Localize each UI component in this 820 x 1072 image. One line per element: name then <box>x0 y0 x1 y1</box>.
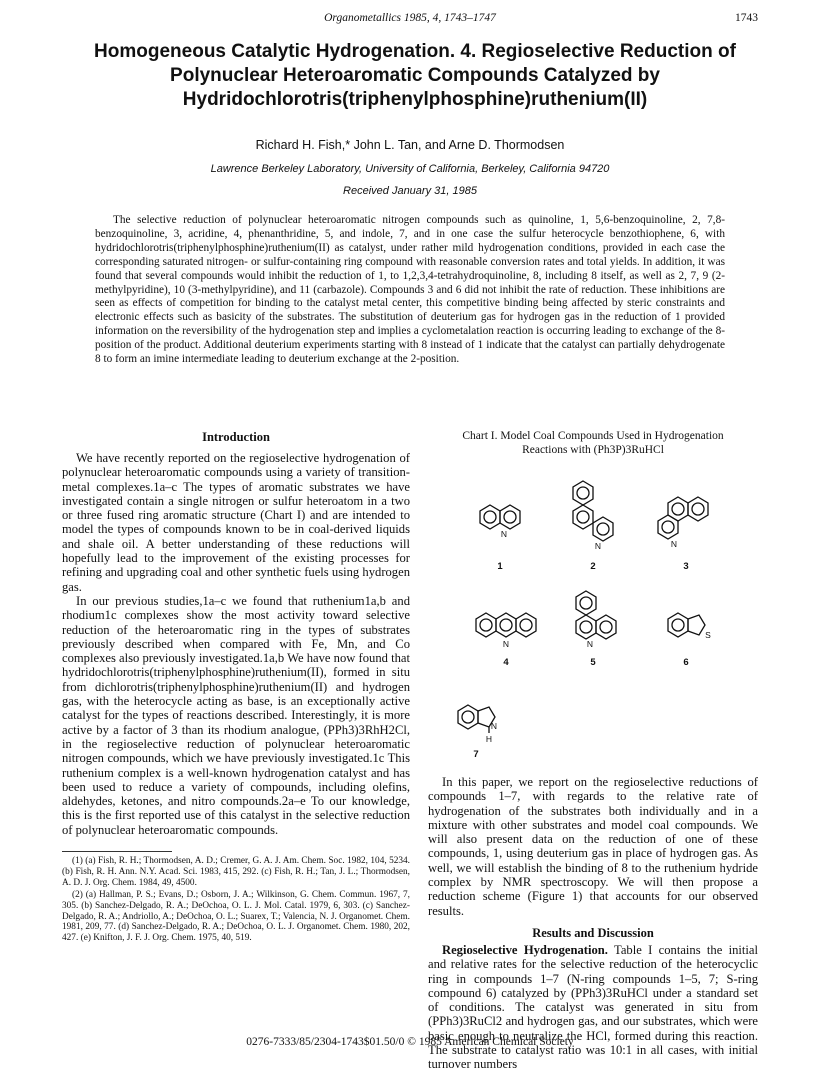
compound-label-4: 4 <box>503 657 509 668</box>
journal-citation: 1985, 4, 1743–1747 <box>401 12 496 24</box>
structure-4-acridine <box>476 613 536 637</box>
results-paragraph: Table I contains the initial and relative rates for the selective reduction of the heterocyclic ring in compounds 1–7 (N-ring compounds 1–5, 7; S-ring compound 6) catalyzed by (PPh3)3RuHCl under a standard set of conditions. The catalyst was generated in situ from (PPh3)3RuCl2 and hydrogen gas, and our substrates, which were basic enough to neutralize the HCl, formed during this reaction. The substrate to catalyst ratio was 10:1 in all cases, with initial turnover numbers <box>428 942 759 1072</box>
references <box>62 856 410 944</box>
chart-caption <box>428 430 758 457</box>
right-paragraph-1: In this paper, we report on the regioselective reductions of compounds 1–7, with regards to the relative rate of hydrogenation of the substrates both individually and in a mixture with other substrates and model coal compounds. We will also present data on the reduction of one of these compounds, 1, using deuterium gas in place of hydrogen gas. As well, we will establish the binding of 8 to the ruthenium hydride complex by NMR spectroscopy. We will then propose a reduction scheme (Figure 1) that accounts for our observed results. <box>428 775 758 918</box>
results-heading: Results and Discussion <box>532 925 654 940</box>
compound-label-3: 3 <box>683 561 689 572</box>
chemical-structures-drawing <box>428 457 758 757</box>
chart-structures <box>428 457 758 775</box>
compound-label-2: 2 <box>590 561 596 572</box>
running-header <box>0 12 820 24</box>
structure-1-quinoline <box>480 505 520 529</box>
structure-5-phenanthridine <box>576 591 616 639</box>
abstract <box>95 214 725 367</box>
structure-6-benzothiophene <box>668 613 705 637</box>
compound-label-1: 1 <box>497 561 503 572</box>
intro-paragraph-1: We have recently reported on the regioselective hydrogenation of polynuclear heteroaromatic compounds using a variety of transition-metal complexes.1a–c The types of aromatic substrates we have investigated contain a single nitrogen or sulfur heteroatom in a two or three fused ring aromatic structure (Chart I) and are intended to model the types of compounds known to be in coal-derived liquids and shale oil. A better understanding of these reductions will hopefully lead to the improvement of the existing processes for refining and upgrading coal and other synthetic fuels using hydrogen gas. <box>62 451 410 594</box>
abstract-text: The selective reduction of polynuclear heteroaromatic nitrogen compounds such as quinoline, 1, 5,6-benzoquinoline, 2, 7,8-benzoquinoline, 3, acridine, 4, phenanthridine, 5, and indole, 7, and in one case the sulfur heterocycle benzothiophene, 6, with hydridochlorotris(triphenylphosphine)ruthenium(II) as catalyst, under rather mild hydrogenation conditions, provided in each case the corresponding saturated nitrogen- or sulfur-containing ring compound with reasonable conversion rates and total yields. In addition, it was found that several compounds would inhibit the reduction of 1, to 1,2,3,4-tetrahydroquinoline, 8, including 8 itself, as well as 2, 7, 9 (2-methylpyridine), 10 (3-methylpyridine), and 11 (carbazole). Compounds 3 and 6 did not inhibit the rate of reduction. These inhibitions are seen as effects of competition for binding to the catalyst metal center, this competitive binding being affected by steric constraints and electronic effects such as basicity of the substrates. The substitution of deuterium gas for hydrogen gas in the reduction of 1 provided information on the reversibility of the hydrogenation step and implies a cyclometalation reaction is occurring leading to exchange of the 8-position of the product. Additional deuterium experiments starting with 8 instead of 1 indicate that the catalyst can partially dehydrogenate 8 to form an imine intermediate leading to deuterium exchange at the 2-position. <box>95 214 725 366</box>
atom-n-3: N <box>670 539 678 549</box>
atom-n-7: N <box>490 721 498 731</box>
structure-7-indole <box>458 705 498 733</box>
right-column <box>428 430 758 1072</box>
structure-3-benzoquinoline <box>658 497 708 539</box>
footnote-rule <box>62 851 172 852</box>
reference-2: (2) (a) Hallman, P. S.; Evans, D.; Osborn, J. A.; Wilkinson, G. Chem. Commun. 1967, 7, 305. (b) Sanchez-Delgado, R. A.; DeOchoa, O. L. J. Mol. Catal. 1979, 6, 303. (c) Sanchez-Delgado, R. A.; Andriollo, A.; DeOchoa, O. L.; Suarex, T.; Valencia, N. J. Organomet. Chem. 1981, 209, 77. (d) Sanchez-Delgado, R. A.; DeOchoa, O. L. J. Organomet. Chem. 1980, 202, 427. (e) Knifton, J. F. J. Org. Chem. 1975, 40, 519. <box>62 889 410 944</box>
affiliation: Lawrence Berkeley Laboratory, University of California, Berkeley, California 94720 <box>210 163 610 175</box>
results-body <box>428 943 758 1072</box>
journal-name: Organometallics <box>324 12 401 24</box>
chart-caption-line-2: Reactions with (Ph3P)3RuHCl <box>522 443 664 456</box>
atom-n-4: N <box>502 639 510 649</box>
structure-2-benzoquinoline <box>573 481 613 541</box>
intro-paragraph-2: In our previous studies,1a–c we found that ruthenium1a,b and rhodium1c complexes show the most activity toward selective reduction of the heteroaromatic ring in the types of substrates previously described when compared with Fe, Mn, and Co complexes also previously investigated.1a,b We have now found that hydridochlorotris(triphenylphosphine)ruthenium(II), formed in situ from dichlorotris(triphenylphosphine)ruthenium(II) and hydrogen gas, with the heterocycle acting as base, is an exceptionally active catalyst for the types of reactions described. Interestingly, it is more active by a factor of 3 than its rhodium analogue, (PPh3)3RhH2Cl, in the regioselective reduction of polynuclear heteroaromatic nitrogen compounds, which we have previously investigated.1c This ruthenium complex is a well-known hydrogenation catalyst and has been used to reduce a variety of compounds, including olefins, aldehydes, ketones, and nitro compounds.2a–e To our knowledge, this is the first reported use of this catalyst in the selective reduction of polynuclear heteroaromatic compounds. <box>62 593 410 837</box>
atom-n-1: N <box>500 529 508 539</box>
atom-s-6: S <box>705 630 711 640</box>
chart-caption-line-1: Chart I. Model Coal Compounds Used in Hydrogenation <box>462 430 724 442</box>
page-number: 1743 <box>735 12 758 24</box>
atom-h-7: H <box>485 734 493 744</box>
received-date: Received January 31, 1985 <box>343 185 477 197</box>
atom-n-5: N <box>586 639 594 649</box>
results-subheading: Regioselective Hydrogenation. <box>442 942 608 957</box>
compound-label-7: 7 <box>473 749 479 757</box>
compound-label-6: 6 <box>683 657 689 668</box>
left-column <box>62 430 410 945</box>
introduction-heading: Introduction <box>202 430 270 444</box>
atom-n-2: N <box>594 541 602 551</box>
introduction-body <box>62 451 410 837</box>
footer-copyright: 0276-7333/85/2304-1743$01.50/0 © 1985 American Chemical Society <box>246 1036 574 1048</box>
compound-label-5: 5 <box>590 657 596 668</box>
article-title: Homogeneous Catalytic Hydrogenation. 4. Regioselective Reduction of Polynuclear Heteroaromatic Compounds Catalyzed by Hydridochlorotris(triphenylphosphine)ruthenium(II) <box>94 41 736 110</box>
reference-1: (1) (a) Fish, R. H.; Thormodsen, A. D.; Cremer, G. A. J. Am. Chem. Soc. 1982, 104, 5234. (b) Fish, R. H. Ann. N.Y. Acad. Sci. 1983, 415, 292. (c) Fish, R. H.; Tan, J. L.; Thormodsen, A. D. J. Org. Chem. 1984, 49, 4500. <box>62 856 410 888</box>
authors: Richard H. Fish,* John L. Tan, and Arne D. Thormodsen <box>255 138 565 152</box>
right-body <box>428 775 758 918</box>
